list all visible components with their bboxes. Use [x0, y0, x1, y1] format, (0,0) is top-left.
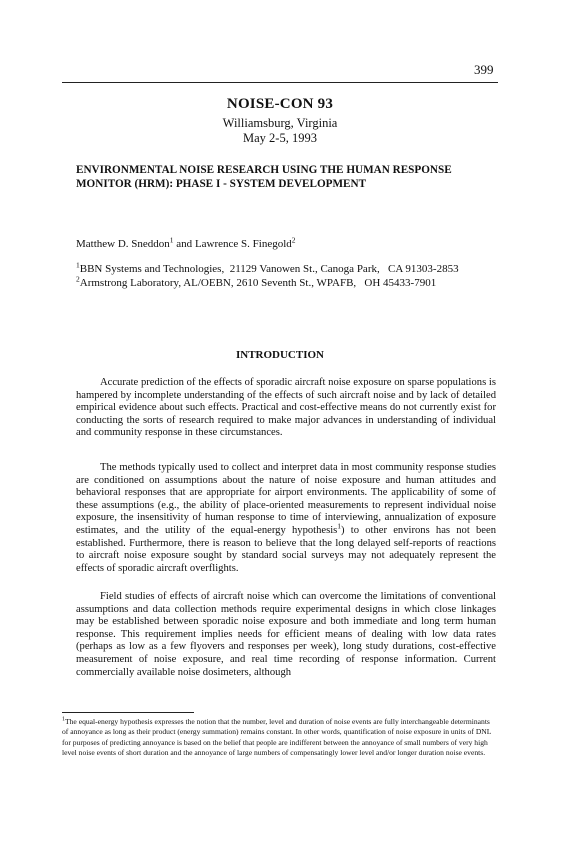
conference-location: Williamsburg, Virginia [222, 116, 338, 130]
header-rule [62, 82, 498, 83]
author-conjunction: and [173, 238, 195, 250]
footnote-reference: 1 [337, 521, 342, 531]
affiliation-1-mark: 1 [76, 260, 80, 270]
footnote [62, 717, 496, 758]
affiliation-2 [76, 274, 437, 289]
section-heading-introduction: INTRODUCTION [235, 349, 324, 361]
footnote-rule [62, 712, 194, 713]
paper-title-line-2: MONITOR (HRM): PHASE I - SYSTEM DEVELOPMENT [76, 178, 367, 190]
affiliation-2-text: Armstrong Laboratory, AL/OEBN, 2610 Seventh St., WPAFB, OH 45433-7901 [79, 277, 437, 289]
body-paragraph-2 [76, 462, 496, 575]
paper-title-line-1: ENVIRONMENTAL NOISE RESEARCH USING THE HUMAN RESPONSE [76, 164, 452, 176]
affiliation-2-mark: 2 [76, 274, 80, 284]
conference-dates: May 2-5, 1993 [243, 131, 317, 145]
affiliation-1-text: BBN Systems and Technologies, 21129 Vanowen St., Canoga Park, CA 91303-2853 [79, 263, 459, 275]
footnote-mark: 1 [62, 716, 65, 723]
author-2: Lawrence S. Finegold [194, 238, 292, 250]
authors [76, 235, 296, 250]
author-2-mark: 2 [291, 235, 296, 245]
body-paragraph-3: Field studies of effects of aircraft noise which can overcome the limitations of conventional assumptions and data collection methods require experimental designs in which close linkages may be established between sporadic noise exposure and both immediate and long term human response. This requirement implies needs for efficient means of dealing with low data rates (perhaps as low as a few flyovers and responses per week), long study durations, cost-effective measurement of noise exposure, and real time recording of response information. Current commercially available noise dosimeters, although [76, 591, 496, 678]
page-number: 399 [474, 62, 494, 77]
affiliation-1 [76, 260, 459, 275]
author-1-mark: 1 [169, 235, 174, 245]
body-paragraph-1: Accurate prediction of the effects of sporadic aircraft noise exposure on sparse populations is hampered by incomplete understanding of the effects of such aircraft noise and by lack of detailed empirical evidence about such effects. Practical and cost-effective means do not currently exist for conducting the sorts of research required to make major advances in understanding of individual and community response in these circumstances. [76, 377, 496, 439]
conference-title: NOISE-CON 93 [226, 96, 334, 112]
paper-title [76, 163, 506, 191]
paragraph-2-text-b: ) to other environs has not been established. Furthermore, there is reason to believe that the long delayed self-reports of reactions to aircraft noise exposure sought by standard social surveys may not adequately represent the effects of sporadic aircraft overflights. [76, 524, 496, 574]
footnote-text: The equal-energy hypothesis expresses the notion that the number, level and duration of noise events are fully interchangeable determinants of annoyance as long as their product (energy summation) remains constant. In other words, quantification of noise exposure in units of DNL for purposes of predicting annoyance is based on the belief that people are indifferent between the annoyance of small numbers of very high level noise events of short duration and the annoyance of large numbers of compensatingly lower level and/or longer duration noise events. [62, 717, 492, 757]
paragraph-2-text-a: The methods typically used to collect and interpret data in most community response studies are conditioned on assumptions about the nature of noise exposure and human attitudes and behavioral responses that are appropriate for airport environments. The applicability of some of these assumptions (e.g., the ability of place-oriented measurements to represent individual noise exposure, the insensitivity of human response to time of interviewing, annualization of exposure estimates, and the utility of the equal-energy hypothesis [76, 462, 496, 536]
author-1: Matthew D. Sneddon [76, 238, 170, 250]
